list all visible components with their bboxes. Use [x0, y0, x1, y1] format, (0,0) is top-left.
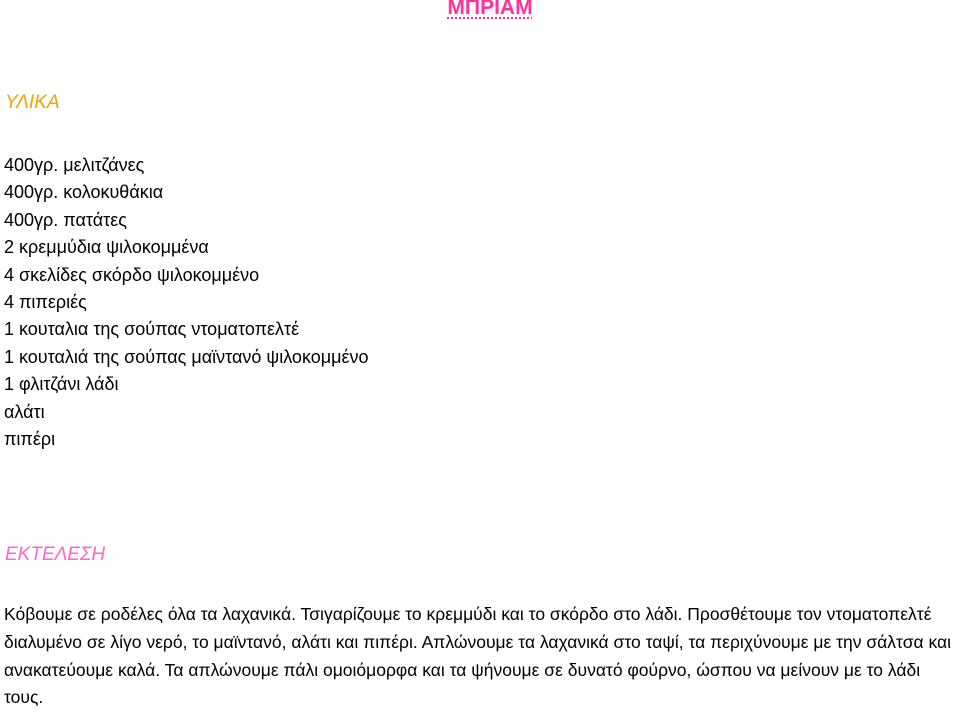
ingredient-item: 400γρ. κολοκυθάκια: [4, 182, 164, 203]
ingredient-item: 1 φλιτζάνι λάδι: [4, 374, 119, 395]
ingredient-item: 4 σκελίδες σκόρδο ψιλοκομμένο: [4, 264, 260, 285]
ingredient-item: 4 πιπεριές: [4, 292, 87, 313]
ingredient-list: [4, 152, 369, 453]
ingredient-item: 2 κρεμμύδια ψιλοκομμένα: [4, 237, 209, 258]
page-title: ΜΠΡΙΑΜ: [447, 0, 533, 19]
ingredients-heading: ΥΛΙΚΑ: [5, 92, 60, 113]
ingredient-item: 1 κουταλιά της σούπας μαϊντανό ψιλοκομμένο: [4, 346, 369, 367]
ingredient-item: 400γρ. μελιτζάνες: [4, 155, 145, 175]
method-paragraph: Κόβουμε σε ροδέλες όλα τα λαχανικά. Τσιγαρίζουμε το κρεμμύδι και το σκόρδο στο λάδι. Προσθέτουμε τον ντοματοπελτέ διαλυμένο σε λίγο νερό, το μαϊντανό, αλάτι και πιπέρι. Απλώνουμε τα λαχανικά στο ταψί, τα περιχύνουμε με την σάλτσα και ανακατεύουμε καλά. Τα απλώνουμε πάλι ομοιόμορφα και τα ψήνουμε σε δυνατό φούρνο, ώσπου να μείνουν με το λάδι τους.: [4, 604, 952, 708]
method-heading: ΕΚΤΕΛΕΣΗ: [5, 544, 106, 565]
ingredient-item: 400γρ. πατάτες: [4, 209, 127, 230]
ingredient-item: πιπέρι: [4, 429, 56, 450]
ingredient-item: αλάτι: [4, 401, 45, 422]
ingredient-item: 1 κουταλια της σούπας ντοματοπελτέ: [4, 319, 300, 340]
